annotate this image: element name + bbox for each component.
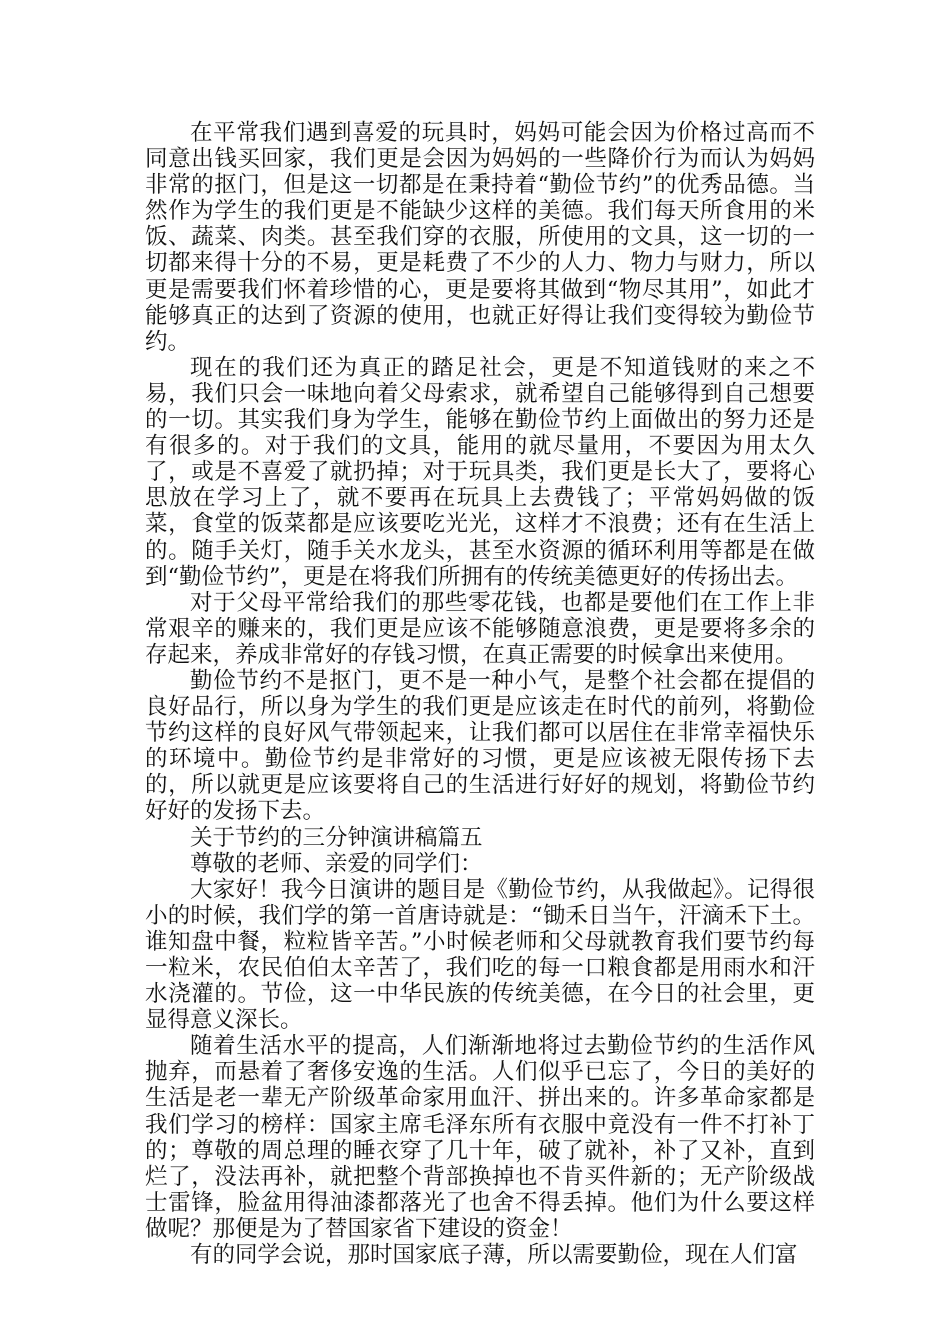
speech-paragraph-2: 随着生活水平的提高，人们渐渐地将过去勤俭节约的生活作风抛弃，而悬着了奢侈安逸的生活。人们似乎已忘了，今日的美好的生活是老一辈无产阶级革命家用血汗、拼出来的。许多革命家都是我们学习的榜样：国家主席毛泽东所有衣服中竟没有一件不打补丁的；尊敬的周总理的睡衣穿了几十年，破了就补，补了又补，直到烂了，没法再补，就把整个背部换掉也不肯买件新的；无产阶级战士雷锋，脸盆用得油漆都落光了也舍不得丢掉。他们为什么要这样做呢？那便是为了替国家省下建设的资金！ [145, 1033, 815, 1242]
body-paragraph-1: 在平常我们遇到喜爱的玩具时，妈妈可能会因为价格过高而不同意出钱买回家，我们更是会因为妈妈的一些降价行为而认为妈妈非常的抠门，但是这一切都是在秉持着“勤俭节约”的优秀品德。当然作为学生的我们更是不能缺少这样的美德。我们每天所食用的米饭、蔬菜、肉类。甚至我们穿的衣服，所使用的文具，这一切的一切都来得十分的不易，更是耗费了不少的人力、物力与财力，所以更是需要我们怀着珍惜的心，更是要将其做到“物尽其用”，如此才能够真正的达到了资源的使用，也就正好得让我们变得较为勤俭节约。 [145, 120, 815, 355]
body-paragraph-3: 对于父母平常给我们的那些零花钱，也都是要他们在工作上非常艰辛的赚来的，我们更是应该不能够随意浪费，更是要将多余的存起来，养成非常好的存钱习惯，在真正需要的时候拿出来使用。 [145, 589, 815, 668]
body-paragraph-4: 勤俭节约不是抠门，更不是一种小气，是整个社会都在提倡的良好品行，所以身为学生的我们更是应该走在时代的前列，将勤俭节约这样的良好风气带领起来，让我们都可以居住在非常幸福快乐的环境中。勤俭节约是非常好的习惯，更是应该被无限传扬下去的，所以就更是应该要将自己的生活进行好好的规划，将勤俭节约好好的发扬下去。 [145, 667, 815, 825]
speech-paragraph-3: 有的同学会说，那时国家底子薄，所以需要勤俭，现在人们富 [190, 1242, 798, 1269]
document-page [145, 120, 815, 1268]
speech-paragraph-1: 大家好！我今日演讲的题目是《勤俭节约，从我做起》。记得很小的时候，我们学的第一首唐诗就是：“锄禾日当午，汗滴禾下土。谁知盘中餐，粒粒皆辛苦。”小时候老师和父母就教育我们要节约每一粒米，农民伯伯太辛苦了，我们吃的每一口粮食都是用雨水和汗水浇灌的。节俭，这一中华民族的传统美德，在今日的社会里，更显得意义深长。 [145, 876, 815, 1034]
greeting-line: 尊敬的老师、亲爱的同学们： [190, 850, 483, 877]
body-paragraph-2: 现在的我们还为真正的踏足社会，更是不知道钱财的来之不易，我们只会一味地向着父母索求，就希望自己能够得到自己想要的一切。其实我们身为学生，能够在勤俭节约上面做出的努力还是有很多的。对于我们的文具，能用的就尽量用，不要因为用太久了，或是不喜爱了就扔掉；对于玩具类，我们更是长大了，要将心思放在学习上了，就不要再在玩具上去费钱了；平常妈妈做的饭菜，食堂的饭菜都是应该要吃光光，这样才不浪费；还有在生活上的。随手关灯，随手关水龙头，甚至水资源的循环利用等都是在做到“勤俭节约”，更是在将我们所拥有的传统美德更好的传扬出去。 [145, 354, 815, 590]
section-title: 关于节约的三分钟演讲稿篇五 [190, 824, 483, 851]
